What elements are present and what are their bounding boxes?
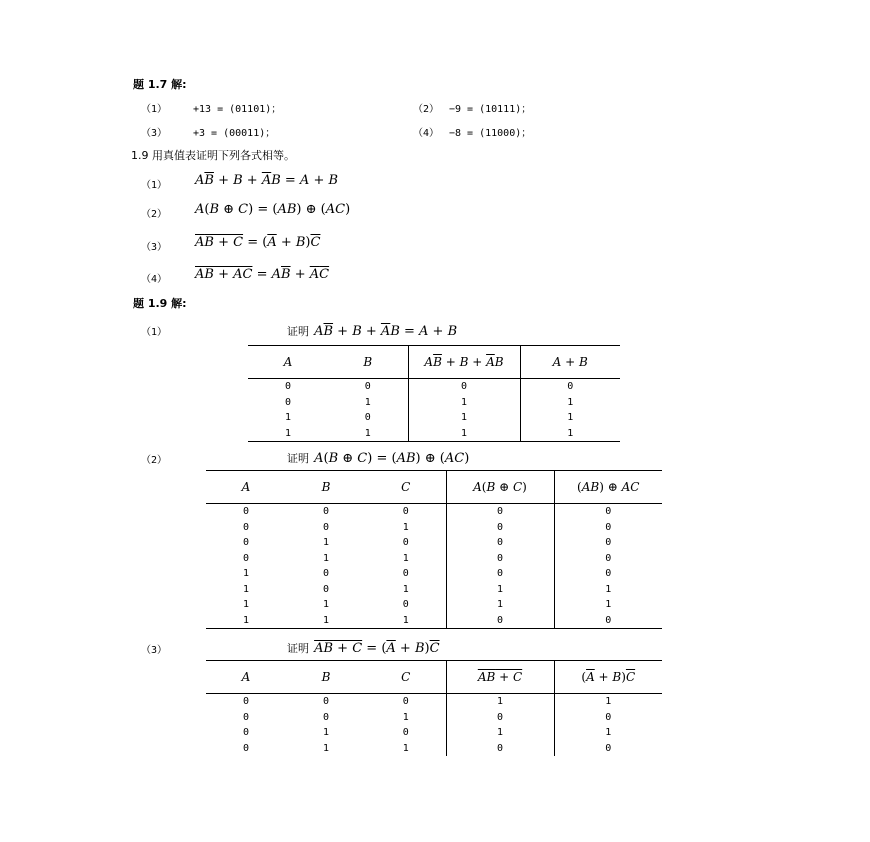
table-cell: 0 <box>402 599 409 610</box>
table-cell: 0 <box>402 727 409 738</box>
p17-row-2-val: −9 = (10111)； <box>449 104 532 115</box>
table-cell: 1 <box>242 614 250 626</box>
table1-header-b: B <box>328 346 408 379</box>
p17-row-2-num: （2） <box>413 104 440 115</box>
table-cell: 1 <box>446 582 554 598</box>
table-cell: 1 <box>554 725 662 741</box>
table-cell: 0 <box>322 568 330 579</box>
table-cell: 1 <box>520 426 620 442</box>
p19-eq-3: AB + $C = (\overline{A} + B)\overline{C}$ <box>195 235 321 250</box>
table-cell: 0 <box>364 381 371 392</box>
table-cell: 0 <box>554 504 662 520</box>
table-cell: 0 <box>554 535 662 551</box>
table-cell: 1 <box>284 412 292 423</box>
table1-header-a: A <box>248 346 328 379</box>
table-cell: 1 <box>446 725 554 741</box>
table2-header-lhs: A(B ⊕ C) <box>446 471 554 504</box>
p19-eq-4: AB + AC = $A\overline{B} + \overline{A}\overline{C}$ <box>195 267 330 282</box>
table-cell: 0 <box>446 741 554 757</box>
table-cell: 0 <box>446 535 554 551</box>
sol19-title: 题 1.9 解: <box>133 297 187 310</box>
table-cell: 1 <box>402 552 409 564</box>
table-cell: 0 <box>242 552 250 564</box>
table-cell: 0 <box>402 568 409 579</box>
table3-header-a: A <box>206 661 286 694</box>
table-row <box>248 426 620 442</box>
table-cell: 0 <box>322 583 330 595</box>
table-cell: 1 <box>554 582 662 598</box>
table-cell: 1 <box>322 599 330 610</box>
table3-header-b: B <box>286 661 366 694</box>
p17-row-1-val: +13 = (01101)； <box>193 104 282 115</box>
sol19-label-2: （2） <box>141 455 168 466</box>
table-cell: 1 <box>554 694 662 710</box>
table-cell: 1 <box>322 742 330 754</box>
table-row <box>248 395 620 411</box>
table-cell: 0 <box>446 613 554 629</box>
truth-table-1 <box>248 345 620 442</box>
p19-item-1-num: （1） <box>141 180 168 191</box>
table-cell: 0 <box>242 506 250 517</box>
p19-item-2-num: （2） <box>141 209 168 220</box>
p19-eq-1: $A\overline{B} + B + \overline{A}B = A + B$ <box>195 173 339 188</box>
table1-header-lhs: $A\overline{B} + B + \overline{A}B$ <box>408 346 520 379</box>
table-cell: 0 <box>322 506 330 517</box>
table2-header-c: C <box>366 471 446 504</box>
table-row <box>248 410 620 426</box>
table-cell: 0 <box>242 727 250 738</box>
table-cell: 0 <box>446 520 554 536</box>
table-row <box>206 551 662 567</box>
table-row <box>206 520 662 536</box>
p17-row-1-num: （1） <box>141 104 168 115</box>
p19-eq-2: A(B ⊕ C) = (AB) ⊕ (AC) <box>195 202 351 217</box>
proof-prefix: 证明 <box>287 452 309 465</box>
table-row <box>248 379 620 395</box>
table-cell: 1 <box>520 395 620 411</box>
table-cell: 1 <box>446 597 554 613</box>
table-row <box>206 504 662 520</box>
table3-header-c: C <box>366 661 446 694</box>
proof-prefix: 证明 <box>287 642 309 655</box>
table-cell: 0 <box>408 379 520 395</box>
table-row <box>206 741 662 757</box>
p19-heading: 1.9 用真值表证明下列各式相等。 <box>131 149 295 162</box>
table-cell: 0 <box>520 379 620 395</box>
table-cell: 0 <box>446 551 554 567</box>
table-cell: 1 <box>446 694 554 710</box>
table-cell: 1 <box>242 583 250 595</box>
table-cell: 0 <box>242 711 250 723</box>
table-cell: 0 <box>242 742 250 754</box>
truth-table-3 <box>206 660 662 756</box>
p17-row-3-val: +3 = (00011)； <box>193 128 276 139</box>
table-cell: 1 <box>402 711 409 723</box>
table-cell: 1 <box>402 614 409 626</box>
truth-table-2 <box>206 470 662 629</box>
table-cell: 0 <box>284 381 292 392</box>
proof-prefix: 证明 <box>287 325 309 338</box>
table2-header-a: A <box>206 471 286 504</box>
table1-header-rhs: A + B <box>520 346 620 379</box>
table-cell: 0 <box>554 551 662 567</box>
table-cell: 0 <box>446 710 554 726</box>
table-cell: 1 <box>402 521 409 533</box>
table3-header-lhs: AB + C <box>446 661 554 694</box>
p19-item-4-num: （4） <box>141 274 168 285</box>
table-cell: 0 <box>446 504 554 520</box>
table-cell: 1 <box>322 552 330 564</box>
table-cell: 1 <box>408 395 520 411</box>
proof-3-caption: 证明 AB + $C = (\overline{A} + B)\overline{C}$ <box>287 641 440 656</box>
table-cell: 1 <box>408 410 520 426</box>
table-cell: 0 <box>284 396 292 408</box>
table-cell: 0 <box>322 711 330 723</box>
table-row <box>206 710 662 726</box>
table-cell: 0 <box>242 696 250 707</box>
table-cell: 1 <box>284 427 292 439</box>
table-cell: 1 <box>402 583 409 595</box>
table-cell: 0 <box>402 506 409 517</box>
table-cell: 1 <box>554 597 662 613</box>
sol19-label-1: （1） <box>141 327 168 338</box>
table-cell: 1 <box>402 742 409 754</box>
table-cell: 0 <box>322 521 330 533</box>
table-cell: 0 <box>242 537 250 548</box>
p17-row-4-num: （4） <box>413 128 440 139</box>
sol19-label-3: （3） <box>141 645 168 656</box>
table-cell: 0 <box>554 710 662 726</box>
table-cell: 1 <box>242 599 250 610</box>
table-row <box>206 597 662 613</box>
p19-item-3-num: （3） <box>141 242 168 253</box>
p17-title: 题 1.7 解: <box>133 78 187 91</box>
table-cell: 1 <box>322 727 330 738</box>
table-cell: 0 <box>402 696 409 707</box>
table-cell: 0 <box>554 613 662 629</box>
table-cell: 0 <box>446 566 554 582</box>
table-cell: 1 <box>520 410 620 426</box>
table-cell: 1 <box>364 396 371 408</box>
table-cell: 0 <box>322 696 330 707</box>
table-cell: 0 <box>364 412 371 423</box>
table-cell: 0 <box>554 520 662 536</box>
p17-row-3-num: （3） <box>141 128 168 139</box>
table-row <box>206 613 662 629</box>
table-row <box>206 535 662 551</box>
table-row <box>206 582 662 598</box>
table-row <box>206 694 662 710</box>
table-row <box>206 725 662 741</box>
table-cell: 1 <box>242 568 250 579</box>
table-cell: 0 <box>554 741 662 757</box>
proof-1-caption: 证明 $A\overline{B} + B + \overline{A}B = A + B$ <box>287 324 458 339</box>
table-cell: 0 <box>402 537 409 548</box>
table-cell: 1 <box>322 537 330 548</box>
table-row <box>206 566 662 582</box>
table-cell: 0 <box>242 521 250 533</box>
table2-header-rhs: (AB) ⊕ AC <box>554 471 662 504</box>
proof-2-caption: 证明 A(B ⊕ C) = (AB) ⊕ (AC) <box>287 451 470 466</box>
table-cell: 1 <box>408 426 520 442</box>
table-cell: 1 <box>322 614 330 626</box>
table-cell: 0 <box>554 566 662 582</box>
p17-row-4-val: −8 = (11000)； <box>449 128 532 139</box>
table2-header-b: B <box>286 471 366 504</box>
table-cell: 1 <box>364 427 371 439</box>
table3-header-rhs: $(\overline{A} + B)\overline{C}$ <box>554 661 662 694</box>
